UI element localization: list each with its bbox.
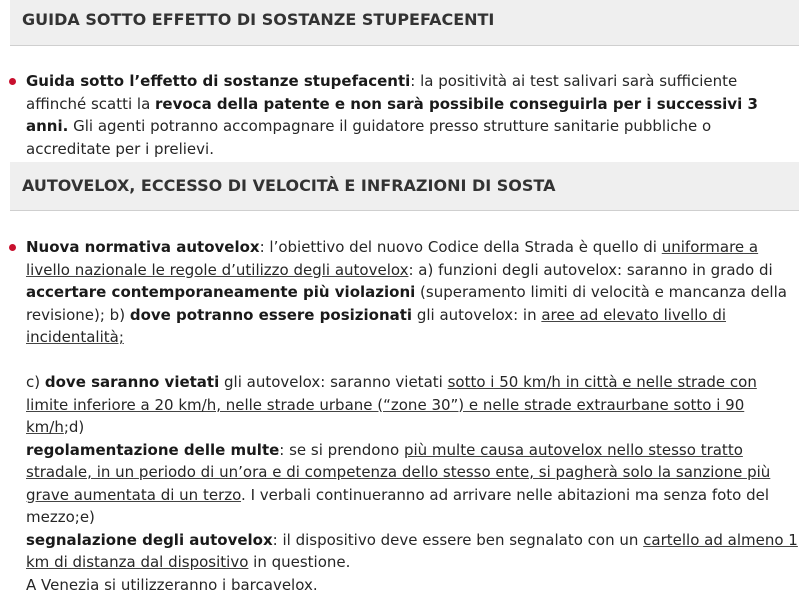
item-text: gli autovelox: in [412, 305, 542, 324]
section-title: AUTOVELOX, ECCESSO DI VELOCITÀ E INFRAZIONI DI SOSTA [22, 176, 556, 195]
item-text: gli autovelox: saranno vietati [219, 373, 448, 391]
item-text: A Venezia si utilizzeranno i barcavelox. [26, 575, 318, 594]
bullet-icon [9, 244, 16, 251]
section-title: GUIDA SOTTO EFFETTO DI SOSTANZE STUPEFACENTI [22, 10, 495, 29]
item-bold: segnalazione degli autovelox [26, 530, 273, 549]
paragraph [26, 236, 798, 349]
item-text: Gli agenti potranno accompagnare il guidatore presso strutture sanitarie pubbliche o accreditate per i prelievi. [26, 117, 712, 158]
bullet-icon [9, 78, 16, 85]
item-text: : se si prendono [279, 440, 404, 459]
item-text: c) [26, 373, 45, 391]
list-item-drugs [26, 70, 798, 160]
item-text: : la positività ai test salivari sarà sufficiente affinché scatti la [26, 72, 738, 113]
item-text: (superamento limiti di velocità e mancanza della revisione); b) [26, 283, 787, 324]
item-text: : a) funzioni degli autovelox: saranno in grado di [408, 260, 773, 279]
section-header-autovelox [10, 162, 799, 211]
item-text: in questione. [248, 553, 351, 571]
underlined-link[interactable]: aree ad elevato livello di incidentalità; [26, 305, 727, 346]
item-bold: dove potranno essere posizionati [129, 305, 413, 324]
item-text: : l’obiettivo del nuovo Codice della Strada è quello di [259, 238, 662, 256]
list-item-autovelox [26, 236, 798, 596]
paragraph-gap [26, 349, 798, 372]
paragraph [26, 371, 798, 596]
item-bold: dove saranno vietati [44, 373, 220, 391]
item-bold: Nuova normativa autovelox [26, 238, 260, 256]
item-text: . I verbali continueranno ad arrivare nelle abitazioni ma senza foto del mezzo;e) [26, 485, 770, 526]
item-bold: revoca della patente e non sarà possibile conseguirla per i successivi 3 anni. [26, 94, 758, 135]
underlined-link[interactable]: uniformare a livello nazionale le regole d’utilizzo degli autovelox [26, 238, 759, 279]
underlined-link[interactable]: sotto i 50 km/h in città e nelle strade con limite inferiore a 20 km/h, nelle strade urbane (“zone 30”) e nelle strade extraurbane sotto i 90 km/h [26, 373, 757, 436]
item-text: : il dispositivo deve essere ben segnalato con un [272, 530, 644, 549]
item-bold: regolamentazione delle multe [26, 440, 280, 459]
underlined-link[interactable]: più multe causa autovelox nello stesso tratto stradale, in un periodo di un’ora e di competenza dello stesso ente, si pagherà solo la sanzione più grave aumentata di un terzo [26, 440, 771, 504]
item-bold: Guida sotto l’effetto di sostanze stupefacenti [26, 72, 411, 90]
section-header-drugs [10, 0, 799, 46]
underlined-link[interactable]: cartello ad almeno 1 km di distanza dal dispositivo [26, 530, 798, 571]
item-bold: accertare contemporaneamente più violazioni [26, 283, 416, 301]
item-text: ;d) [63, 418, 85, 436]
